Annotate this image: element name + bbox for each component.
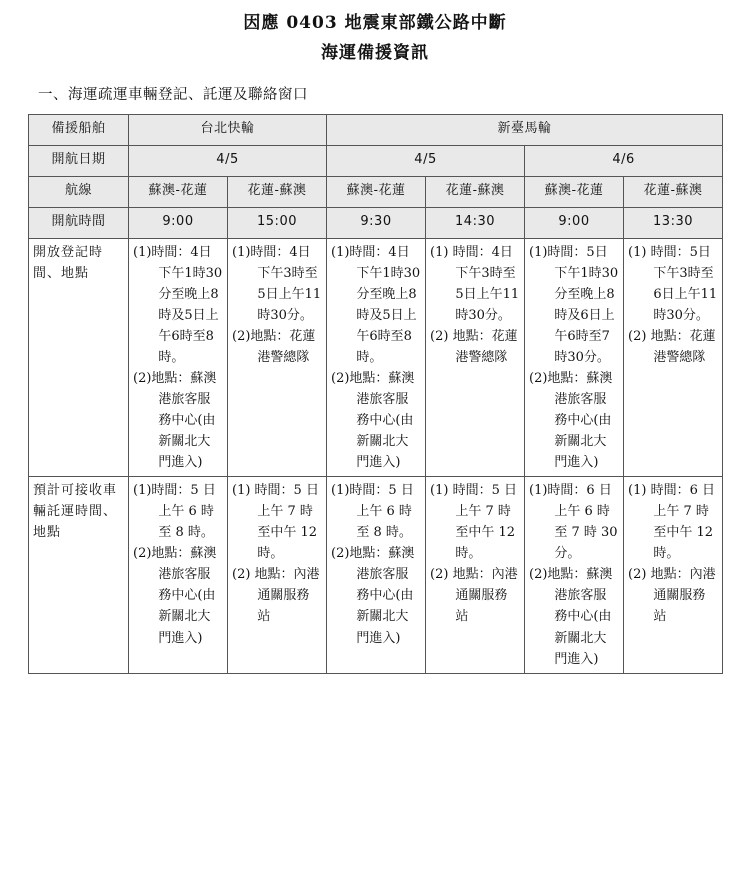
- cargo-intake-time-6: (1) 時間：6 日上午 7 時至中午 12 時。: [628, 483, 715, 562]
- route-5: 蘇澳-花蓮: [525, 176, 624, 207]
- registration-time-1: (1)時間：4日下午1時30分至晚上8時及5日上午6時至8時。: [133, 244, 223, 365]
- route-4: 花蓮-蘇澳: [426, 176, 525, 207]
- registration-place-2: (2)地點：花蓮港警總隊: [232, 328, 316, 365]
- cargo-intake-time-5: (1)時間：6 日上午 6 時至 7 時 30 分。: [529, 483, 618, 562]
- section-heading: 一、海運疏運車輛登記、託運及聯絡窗口: [38, 86, 308, 103]
- cargo-intake-place-5: (2)地點：蘇澳港旅客服務中心(由新關北大門進入): [529, 567, 613, 667]
- route-3: 蘇澳-花蓮: [327, 176, 426, 207]
- row-label-cargo-intake: 預計可接收車輛託運時間、地點: [29, 477, 129, 673]
- table-row-registration: [29, 238, 723, 477]
- cargo-intake-time-3: (1)時間：5 日上午 6 時至 8 時。: [331, 483, 414, 541]
- registration-cell-5: [525, 238, 624, 477]
- departure-time-4: 14:30: [426, 207, 525, 238]
- cargo-intake-place-2: (2) 地點：內港通關服務站: [232, 567, 320, 625]
- row-label-route: 航線: [29, 176, 129, 207]
- registration-place-4: (2) 地點：花蓮港警總隊: [430, 328, 518, 365]
- table-row-route: [29, 176, 723, 207]
- registration-place-6: (2) 地點：花蓮港警總隊: [628, 328, 716, 365]
- cargo-intake-cell-3: [327, 477, 426, 673]
- route-2: 花蓮-蘇澳: [228, 176, 327, 207]
- cargo-intake-cell-1: [129, 477, 228, 673]
- registration-cell-1: [129, 238, 228, 477]
- registration-time-3: (1)時間：4日下午1時30分至晚上8時及5日上午6時至8時。: [331, 244, 421, 365]
- row-label-departure-date: 開航日期: [29, 145, 129, 176]
- departure-time-1: 9:00: [129, 207, 228, 238]
- ship-taipei-express: 台北快輪: [129, 114, 327, 145]
- ship-new-taima: 新臺馬輪: [327, 114, 723, 145]
- registration-cell-2: [228, 238, 327, 477]
- cargo-intake-place-1: (2)地點：蘇澳港旅客服務中心(由新關北大門進入): [133, 546, 217, 646]
- table-row-ship: [29, 114, 723, 145]
- document-title: 因應 0403 地震東部鐵公路中斷: [243, 13, 507, 33]
- departure-date-3: 4/6: [525, 145, 723, 176]
- departure-date-2: 4/5: [327, 145, 525, 176]
- departure-time-6: 13:30: [624, 207, 723, 238]
- cargo-intake-place-6: (2) 地點：內港通關服務站: [628, 567, 716, 625]
- departure-time-5: 9:00: [525, 207, 624, 238]
- shipping-schedule-table: [28, 114, 723, 674]
- row-label-registration: 開放登記時間、地點: [29, 238, 129, 477]
- row-label-departure-time: 開航時間: [29, 207, 129, 238]
- table-row-cargo-intake: [29, 477, 723, 673]
- cargo-intake-place-4: (2) 地點：內港通關服務站: [430, 567, 518, 625]
- cargo-intake-cell-4: [426, 477, 525, 673]
- registration-time-5: (1)時間：5日下午1時30分至晚上8時及6日上午6時至7時30分。: [529, 244, 619, 365]
- registration-cell-3: [327, 238, 426, 477]
- registration-cell-6: [624, 238, 723, 477]
- table-row-departure-time: [29, 207, 723, 238]
- registration-place-5: (2)地點：蘇澳港旅客服務中心(由新關北大門進入): [529, 370, 613, 471]
- document-subtitle: 海運備援資訊: [321, 43, 429, 64]
- registration-time-2: (1)時間：4日下午3時至5日上午11時30分。: [232, 244, 322, 323]
- cargo-intake-cell-5: [525, 477, 624, 673]
- cargo-intake-cell-2: [228, 477, 327, 673]
- registration-place-1: (2)地點：蘇澳港旅客服務中心(由新關北大門進入): [133, 370, 217, 471]
- route-1: 蘇澳-花蓮: [129, 176, 228, 207]
- cargo-intake-time-2: (1) 時間：5 日上午 7 時至中午 12 時。: [232, 483, 319, 562]
- registration-place-3: (2)地點：蘇澳港旅客服務中心(由新關北大門進入): [331, 370, 415, 471]
- table-row-departure-date: [29, 145, 723, 176]
- registration-time-4: (1) 時間：4日下午3時至5日上午11時30分。: [430, 244, 520, 323]
- departure-time-3: 9:30: [327, 207, 426, 238]
- cargo-intake-place-3: (2)地點：蘇澳港旅客服務中心(由新關北大門進入): [331, 546, 415, 646]
- registration-cell-4: [426, 238, 525, 477]
- registration-time-6: (1) 時間：5日下午3時至6日上午11時30分。: [628, 244, 718, 323]
- departure-time-2: 15:00: [228, 207, 327, 238]
- cargo-intake-cell-6: [624, 477, 723, 673]
- cargo-intake-time-4: (1) 時間：5 日上午 7 時至中午 12 時。: [430, 483, 517, 562]
- route-6: 花蓮-蘇澳: [624, 176, 723, 207]
- cargo-intake-time-1: (1)時間：5 日上午 6 時至 8 時。: [133, 483, 216, 541]
- row-label-ship: 備援船舶: [29, 114, 129, 145]
- departure-date-1: 4/5: [129, 145, 327, 176]
